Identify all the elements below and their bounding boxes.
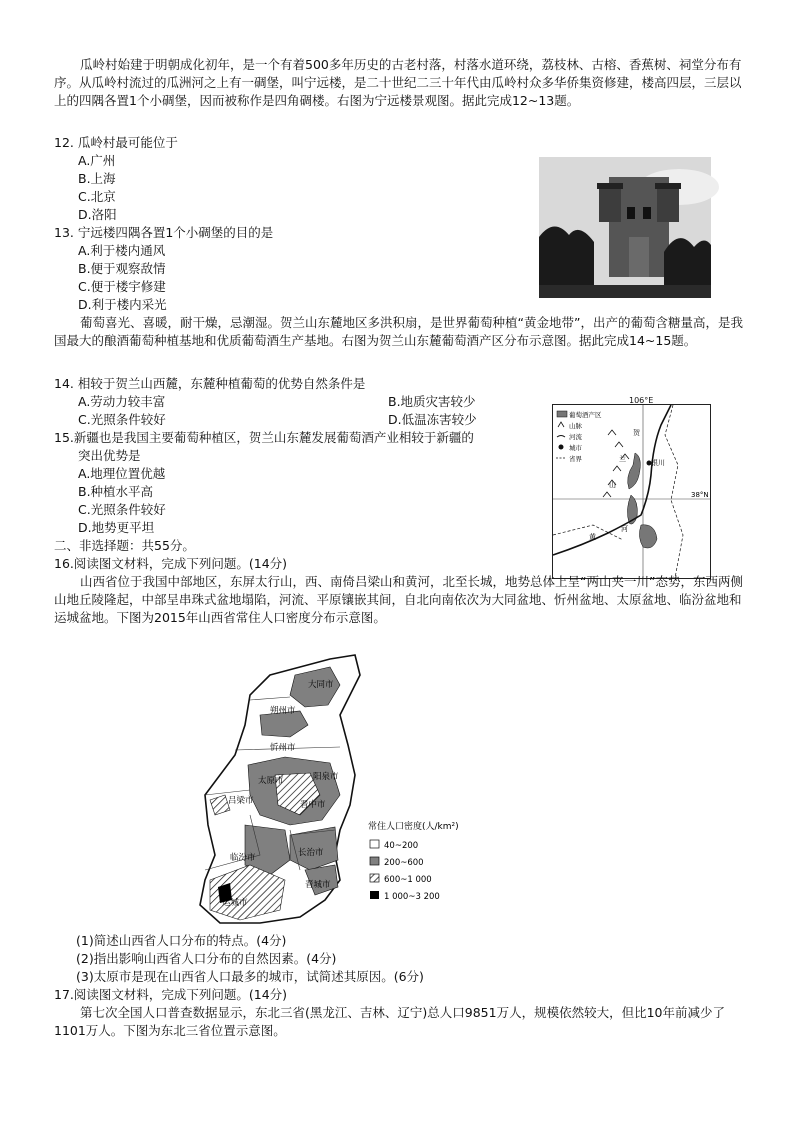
city-linfen: 临汾市 <box>230 853 256 863</box>
q16-sub1: (1)简述山西省人口分布的特点。(4分) <box>76 933 287 948</box>
q16-sub3: (3)太原市是现在山西省人口最多的城市，试简述其原因。(6分) <box>76 969 424 984</box>
city-shuozhou: 朔州市 <box>270 706 296 716</box>
q14-stem: 14. 相较于贺兰山西麓，东麓种植葡萄的优势自然条件是 <box>54 376 366 391</box>
q12-option-c[interactable]: C.北京 <box>78 189 116 204</box>
q12-option-a[interactable]: A.广州 <box>78 153 116 168</box>
lon-label: 106°E <box>629 396 654 405</box>
q17-stem: 17.阅读图文材料，完成下列问题。(14分) <box>54 987 288 1002</box>
q12-option-b[interactable]: B.上海 <box>78 171 116 186</box>
ningyuan-tower-photo <box>539 157 711 298</box>
legend-40-200: 40~200 <box>384 841 419 851</box>
q14-option-d[interactable]: D.低温冻害较少 <box>388 412 477 427</box>
q14-option-a[interactable]: A.劳动力较丰富 <box>78 394 166 409</box>
section-nonchoice: 二、非选择题：共55分。 <box>54 538 195 553</box>
shanxi-population-density-map <box>190 655 490 925</box>
legend-river: 河流 <box>569 433 582 441</box>
helan-wine-region-map <box>552 396 711 579</box>
city-taiyuan: 太原市 <box>258 776 284 786</box>
q16-stem: 16.阅读图文材料，完成下列问题。(14分) <box>54 556 288 571</box>
city-jinzhong: 晋中市 <box>300 800 326 810</box>
legend-wine: 葡萄酒产区 <box>569 411 602 419</box>
label-he2: 河 <box>621 525 628 533</box>
q14-option-b[interactable]: B.地质灾害较少 <box>388 394 476 409</box>
q16-passage: 山西省位于我国中部地区，东屏太行山，西、南倚吕梁山和黄河，北至长城，地势总体上呈“两山夹一川”态势，东西两侧山地丘陵隆起，中部呈串珠式盆地塌陷，河流、平原镶嵌其间，自北向南依次为大同盆地、忻州盆地、太原盆地、临汾盆地和运城盆地。下图为2015年山西省常住人口密度分布示意图。 <box>54 574 743 625</box>
q16-sub2: (2)指出影响山西省人口分布的自然因素。(4分) <box>76 951 337 966</box>
q15-stem: 15.新疆也是我国主要葡萄种植区，贺兰山东麓发展葡萄酒产业相较于新疆的 <box>54 430 474 445</box>
label-shan: 山 <box>609 481 616 489</box>
city-changzhi: 长治市 <box>298 848 324 858</box>
q15-option-a[interactable]: A.地理位置优越 <box>78 466 166 481</box>
q12-option-d[interactable]: D.洛阳 <box>78 207 117 222</box>
q13-option-a[interactable]: A.利于楼内通风 <box>78 243 166 258</box>
q13-option-c[interactable]: C.便于楼宇修建 <box>78 279 166 294</box>
q17-passage: 第七次全国人口普查数据显示，东北三省(黑龙江、吉林、辽宁)总人口9851万人，规模依然较大，但比10年前减少了1101万人。下图为东北三省位置示意图。 <box>54 1005 725 1038</box>
city-xinzhou: 忻州市 <box>270 743 296 753</box>
q13-option-d[interactable]: D.利于楼内采光 <box>78 297 167 312</box>
city-jincheng: 晋城市 <box>305 880 331 890</box>
legend-city: 城市 <box>569 444 582 452</box>
label-huang: 黄 <box>589 533 596 541</box>
legend-1000-3200: 1 000~3 200 <box>384 892 440 902</box>
q15-stem-cont: 突出优势是 <box>78 448 141 463</box>
legend-border: 省界 <box>569 455 582 463</box>
q15-option-d[interactable]: D.地势更平坦 <box>78 520 155 535</box>
passage-guangling: 瓜岭村始建于明朝成化初年，是一个有着500多年历史的古老村落，村落水道环绕，荔枝林、古榕、香蕉树、祠堂分布有序。从瓜岭村流过的瓜洲河之上有一碉堡，叫宁远楼，是二十世纪二三十年代由瓜岭村众多华侨集资修建，楼高四层，三层以上的四隅各置1个小碉堡，因而被称作是四角碉楼。右图为宁远楼景观图。据此完成12~13题。 <box>54 57 742 108</box>
legend-200-600: 200~600 <box>384 858 424 868</box>
city-lvliang: 吕梁市 <box>228 796 254 806</box>
city-yuncheng: 运城市 <box>222 898 248 908</box>
q12-stem: 12. 瓜岭村最可能位于 <box>54 135 178 150</box>
legend-600-1000: 600~1 000 <box>384 875 432 885</box>
passage-helan: 葡萄喜光、喜暖，耐干燥，忌潮湿。贺兰山东麓地区多洪积扇，是世界葡萄种植“黄金地带”，出产的葡萄含糖量高，是我国最大的酿酒葡萄种植基地和优质葡萄酒生产基地。右图为贺兰山东麓葡萄酒产区分布示意图。据此完成14~15题。 <box>54 315 743 348</box>
lat-label: 38°N <box>691 491 709 499</box>
q13-option-b[interactable]: B.便于观察敌情 <box>78 261 166 276</box>
q13-stem: 13. 宁远楼四隅各置1个小碉堡的目的是 <box>54 225 274 240</box>
legend-mountain: 山脉 <box>569 422 582 430</box>
q15-option-c[interactable]: C.光照条件较好 <box>78 502 166 517</box>
label-lan: 兰 <box>619 455 626 463</box>
label-he: 贺 <box>633 429 640 437</box>
q15-option-b[interactable]: B.种植水平高 <box>78 484 154 499</box>
city-yangquan: 阳泉市 <box>313 772 339 782</box>
city-datong: 大同市 <box>308 680 334 690</box>
yinchuan-label: 银川 <box>651 459 665 467</box>
legend-title: 常住人口密度(人/km²) <box>368 822 459 832</box>
q14-option-c[interactable]: C.光照条件较好 <box>78 412 166 427</box>
